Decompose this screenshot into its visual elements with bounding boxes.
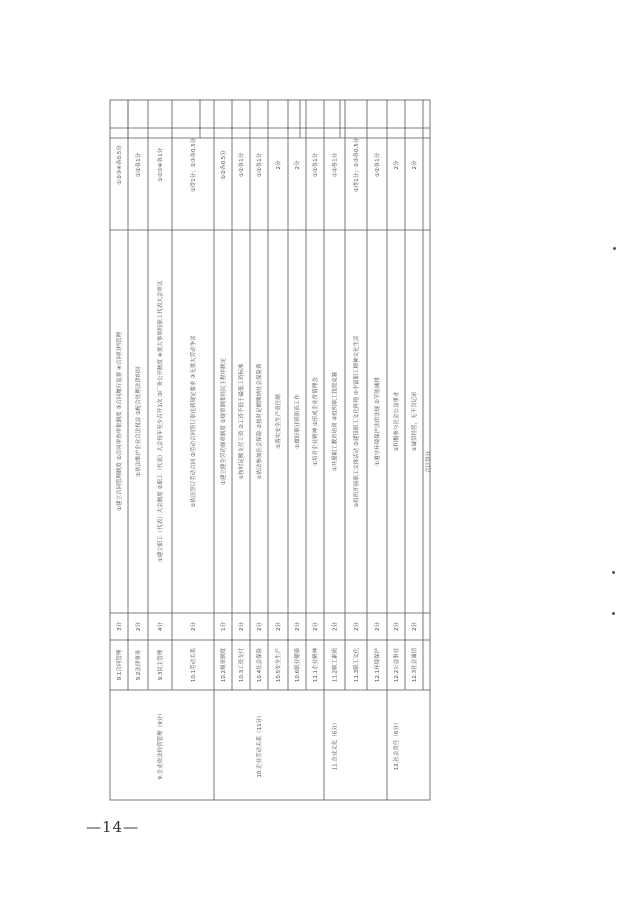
item-cell: 10.4社会保险	[257, 647, 263, 683]
item-cell: 10.5安全生产	[276, 647, 282, 683]
item-cell: 12.2公益事业	[394, 647, 400, 683]
table-text-layer	[115, 137, 418, 779]
points-cell: 2分	[239, 622, 245, 631]
points-cell: 2分	[257, 622, 263, 631]
section-cell: 12.社会责任（6分）	[394, 719, 400, 771]
standard-cell: ①诚信经营，无不良记录	[412, 391, 418, 452]
points-cell: 2分	[332, 622, 339, 631]
item-cell: 10.3工资支付	[239, 647, 245, 683]
item-cell: 11.1企业精神	[313, 647, 319, 683]
item-cell: 12.3社会诚信	[412, 647, 418, 683]
method-cell: ①②各0.5分	[221, 150, 227, 180]
section-cell: 11.企业文化（6分）	[332, 719, 339, 771]
standard-cell: ①建立职工（代表）大会制度 ②职工（代表）大会每年至少召开1次 ③厂务公开制度 ④重大事项经职工代表大会审议	[158, 280, 164, 563]
section-cell: 10.企业劳动关系（11分）	[257, 712, 263, 778]
method-cell: 2分	[276, 160, 282, 170]
method-cell: ①②各1分	[313, 152, 319, 178]
method-cell: ①得1分；②③各0.5分	[354, 137, 360, 193]
method-cell: ①②各1分	[136, 152, 142, 178]
scan-speck	[613, 247, 616, 250]
method-cell: ①②各1分	[257, 152, 263, 178]
standard-cell: ①积极参与社会公益事业	[394, 391, 400, 452]
standard-cell: ①落实安全生产责任制	[276, 394, 282, 449]
method-cell: 2分	[412, 160, 418, 170]
standard-cell: ①建立健全劳动规章制度 ②规章制度经民主程序制定	[221, 357, 227, 486]
item-cell: 9.1合同管理	[117, 649, 123, 681]
points-cell: 2分	[136, 622, 142, 631]
method-cell: ①得1分；②③各0.5分	[191, 137, 197, 193]
standard-cell: ①依法签订劳动合同 ②劳动合同签订率达到规定要求 ③无重大劳动争议	[191, 335, 197, 508]
method-cell: 2分	[394, 160, 400, 170]
item-cell: 10.6职业健康	[295, 647, 301, 683]
standard-cell: ①开展职工教育培训 ②组织职工技能竞赛	[332, 371, 339, 472]
points-cell: 2分	[313, 622, 319, 631]
item-cell: 11.2职工素质	[332, 647, 339, 683]
standard-cell: ①按时足额支付工资 ②工资不低于最低工资标准	[239, 363, 245, 480]
points-cell: 4分	[158, 622, 164, 631]
points-cell: 1分	[221, 622, 227, 631]
method-cell: ①②③④各0.5分	[117, 145, 123, 185]
standard-cell: ①建立合同管理制度 ②合同审查审批制度 ③合同履行监督 ④合同归档管理	[117, 332, 123, 511]
points-cell: 2分	[412, 622, 418, 631]
points-cell: 2分	[191, 622, 197, 631]
points-cell: 2分	[354, 622, 360, 631]
points-cell: 2分	[295, 622, 301, 631]
standard-cell: ①遵守环境保护法律法规 ②节能减排	[375, 377, 381, 466]
section-cell: 9.企业依法经营管理（9分）	[158, 710, 164, 780]
scan-speck	[612, 571, 615, 574]
points-cell: 2分	[394, 622, 400, 631]
standard-cell: ①做好职业病防治工作	[295, 394, 301, 449]
item-cell: 12.1环境保护	[375, 647, 381, 683]
page-subtotal-label: 合计得分	[426, 450, 432, 474]
method-cell: ①②③④各1分	[158, 147, 164, 183]
standard-cell: ①组织开展职工文体活动 ②建设职工文化阵地 ③丰富职工精神文化生活	[354, 335, 360, 508]
page-number: —14—	[86, 818, 140, 836]
standard-cell: ①培育企业精神 ②形成企业价值理念	[313, 377, 319, 466]
points-cell: 2分	[375, 622, 381, 631]
method-cell: ①②各1分	[375, 152, 381, 178]
standard-cell: ①依法参加社会保险 ②按时足额缴纳社会保险费	[257, 363, 263, 480]
method-cell: 2分	[295, 160, 301, 170]
item-cell: 10.1劳动关系	[191, 647, 197, 683]
item-cell: 9.2法律事务	[136, 649, 142, 681]
item-cell: 9.3民主管理	[158, 649, 164, 681]
method-cell: ①②各1分	[239, 152, 245, 178]
item-cell: 11.3职工文化	[354, 647, 360, 683]
points-cell: 2分	[276, 622, 282, 631]
standard-cell: ①依法维护企业合法权益 ②配合处理法律纠纷	[136, 366, 142, 477]
scan-speck	[612, 612, 615, 615]
item-cell: 10.2规章制度	[221, 647, 227, 683]
method-cell: ①②各1分	[332, 152, 339, 178]
points-cell: 3分	[117, 622, 123, 631]
